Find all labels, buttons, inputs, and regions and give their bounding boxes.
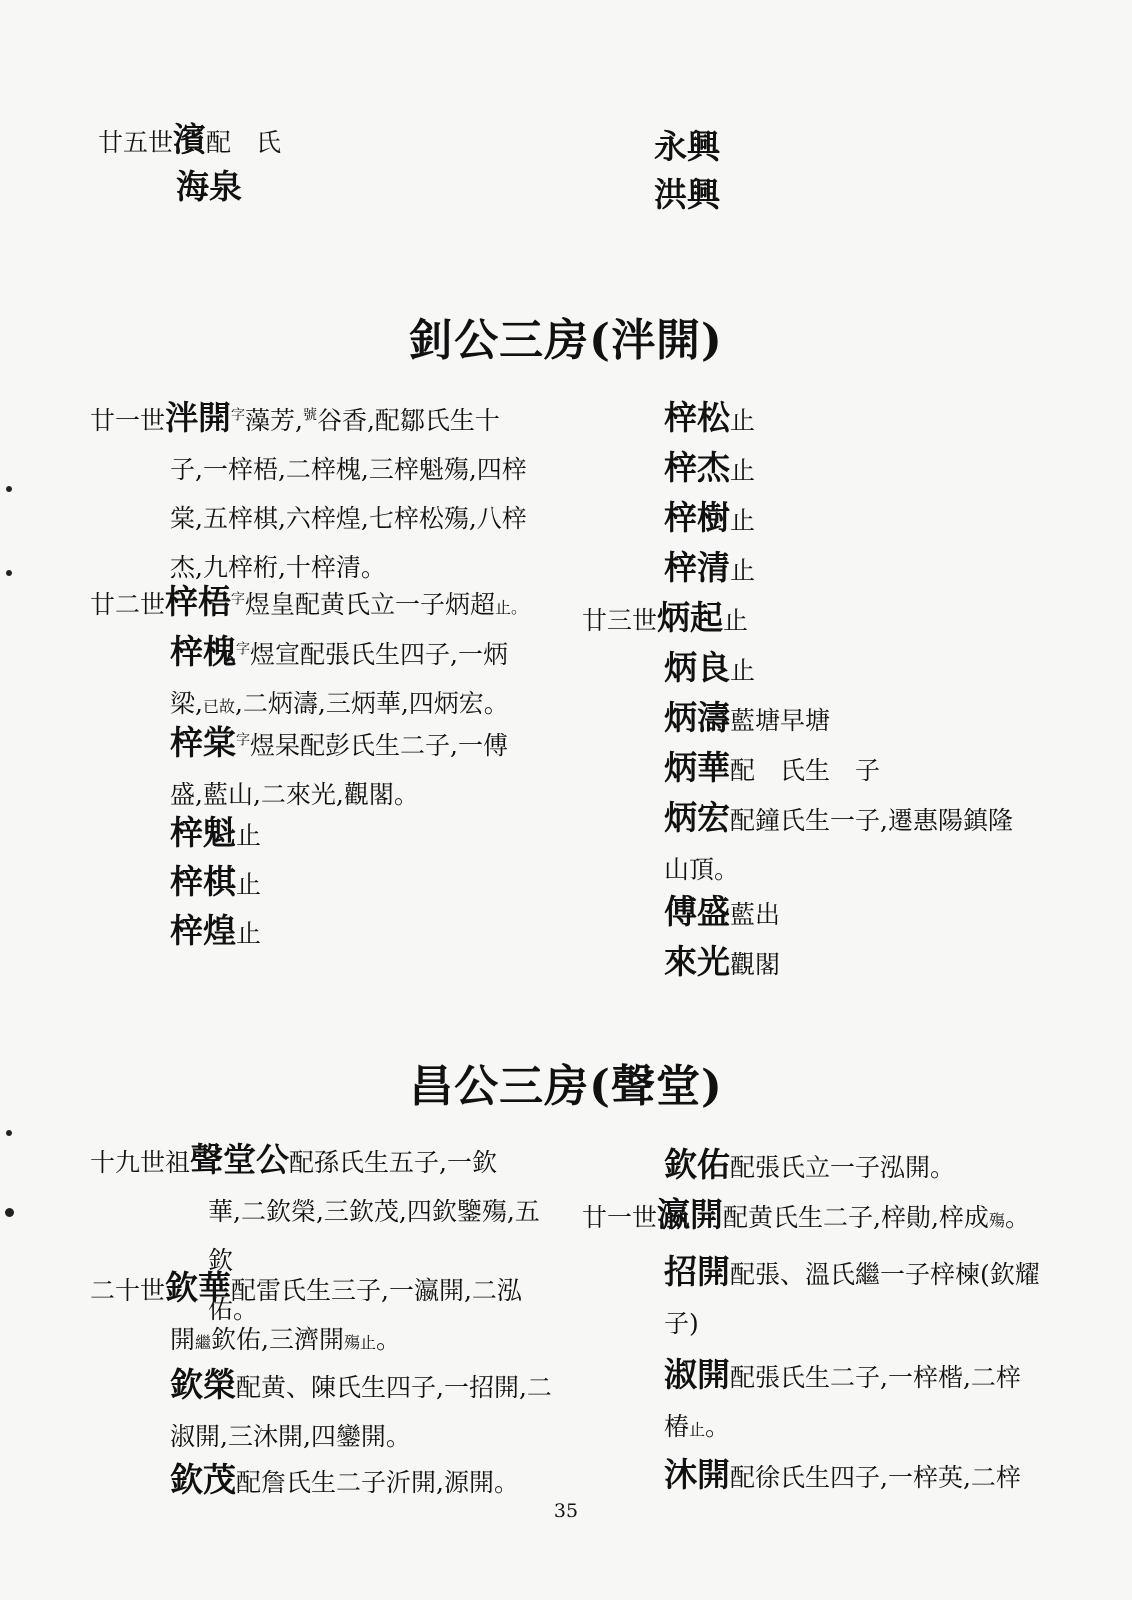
person-name: 梓杰 bbox=[664, 448, 730, 487]
person-name: 欽華 bbox=[165, 1268, 232, 1307]
scan-mark bbox=[5, 1208, 14, 1217]
entry-zisong: 梓松止 bbox=[664, 398, 756, 437]
generation-label: 廿五世 bbox=[98, 128, 174, 157]
entry-bingtao: 炳濤藍塘早塘 bbox=[664, 698, 831, 737]
person-name: 梓梧 bbox=[165, 582, 232, 621]
entry-qinmao: 欽茂配詹氏生二子沂開,源開。 bbox=[170, 1460, 519, 1499]
entry-bin bbox=[98, 115, 281, 167]
person-name: 永興 bbox=[654, 127, 720, 166]
entry-zihuang: 梓煌止 bbox=[170, 911, 262, 950]
entry-panka: 廿一世泮開$^字$藻芳,$^號$谷香,配鄒氏生十 子,一梓梧,二梓槐,三梓魁殤,四梓 棠,五梓棋,六梓煌,七梓松殤,八梓 杰,九梓桁,十梓清。 bbox=[90, 398, 527, 582]
person-name: 梓槐 bbox=[170, 632, 236, 671]
person-name: 梓松 bbox=[664, 398, 730, 437]
entry-zhaokai: 招開配張、溫氏繼一子梓楝(欽耀 子) bbox=[664, 1252, 1040, 1338]
entry-laiguang: 來光觀閣 bbox=[664, 942, 781, 981]
entry-qinhua: 二十世欽華配雷氏生三子,一瀛開,二泓 開繼欽佑,三濟開殤止。 bbox=[90, 1268, 522, 1354]
entry-shukai: 淑開配張氏生二子,一梓楷,二梓 椿止。 bbox=[664, 1355, 1021, 1441]
person-name: 瀛開 bbox=[657, 1195, 724, 1234]
person-name: 濱 bbox=[173, 120, 207, 159]
page-number: 35 bbox=[553, 1500, 579, 1522]
entry-zitang: 梓棠$^字$煜杲配彭氏生二子,一傅 盛,藍山,二來光,觀閣。 bbox=[170, 723, 508, 809]
entry-hongxing bbox=[654, 170, 720, 222]
entry-mukai: 沐開配徐氏生四子,一梓英,二梓 bbox=[664, 1455, 1021, 1494]
entry-bingliang: 炳良止 bbox=[664, 648, 756, 687]
person-name: 欽茂 bbox=[170, 1460, 236, 1499]
person-name: 炳起 bbox=[657, 598, 724, 637]
entry-text: 配 氏 bbox=[206, 128, 282, 157]
person-name: 梓棠 bbox=[170, 723, 236, 762]
scan-mark bbox=[6, 1130, 12, 1136]
entry-shengtang: 十九世祖聲堂公配孫氏生五子,一欽 華,二欽榮,三欽茂,四欽鑒殤,五欽 佑。 bbox=[90, 1140, 540, 1324]
entry-zihuai: 梓槐$^字$煜宣配張氏生四子,一炳 梁,已故,二炳濤,三炳華,四炳宏。 bbox=[170, 632, 509, 718]
person-name: 來光 bbox=[664, 942, 730, 981]
person-name: 梓魁 bbox=[170, 813, 236, 852]
entry-zijie: 梓杰止 bbox=[664, 448, 756, 487]
person-name: 聲堂公 bbox=[190, 1140, 290, 1179]
entry-yongxing bbox=[654, 122, 720, 174]
person-name: 傅盛 bbox=[664, 892, 730, 931]
person-name: 炳宏 bbox=[664, 798, 730, 837]
scan-mark bbox=[6, 486, 12, 492]
entry-binghua: 炳華配 氏生 子 bbox=[664, 748, 881, 787]
person-name: 梓棋 bbox=[170, 862, 236, 901]
entry-haiquan bbox=[176, 162, 242, 214]
entry-yingkai: 廿一世瀛開配黄氏生二子,梓勛,梓成殤。 bbox=[582, 1195, 1030, 1234]
person-name: 淑開 bbox=[664, 1355, 730, 1394]
person-name: 炳華 bbox=[664, 748, 730, 787]
entry-qinyou: 欽佑配張氏立一子泓開。 bbox=[664, 1145, 956, 1184]
person-name: 泮開 bbox=[165, 398, 232, 437]
entry-ziwu: 廿二世梓梧$^字$煜皇配黄氏立一子炳超止。 bbox=[90, 582, 528, 621]
entry-ziqing: 梓清止 bbox=[664, 548, 756, 587]
person-name: 炳良 bbox=[664, 648, 730, 687]
entry-ziqi: 梓棋止 bbox=[170, 862, 262, 901]
entry-binghong: 炳宏配鐘氏生一子,遷惠陽鎮隆 山頂。 bbox=[664, 798, 1013, 884]
person-name: 招開 bbox=[664, 1252, 730, 1291]
person-name: 洪興 bbox=[654, 175, 720, 214]
person-name: 炳濤 bbox=[664, 698, 730, 737]
section-title: 釗公三房(泮開) bbox=[409, 315, 723, 366]
person-name: 海泉 bbox=[176, 167, 242, 206]
scan-mark bbox=[6, 570, 12, 576]
entry-chuansheng: 傅盛藍出 bbox=[664, 892, 781, 931]
person-name: 梓煌 bbox=[170, 911, 236, 950]
person-name: 欽榮 bbox=[170, 1365, 236, 1404]
entry-bingqi: 廿三世炳起止 bbox=[582, 598, 749, 637]
person-name: 梓樹 bbox=[664, 498, 730, 537]
entry-zishu: 梓樹止 bbox=[664, 498, 756, 537]
person-name: 欽佑 bbox=[664, 1145, 730, 1184]
person-name: 梓清 bbox=[664, 548, 730, 587]
section-title: 昌公三房(聲堂) bbox=[409, 1061, 723, 1112]
person-name: 沐開 bbox=[664, 1455, 730, 1494]
entry-qinrong: 欽榮配黄、陳氏生四子,一招開,二 淑開,三沐開,四鑾開。 bbox=[170, 1365, 552, 1451]
entry-zikui: 梓魁止 bbox=[170, 813, 262, 852]
